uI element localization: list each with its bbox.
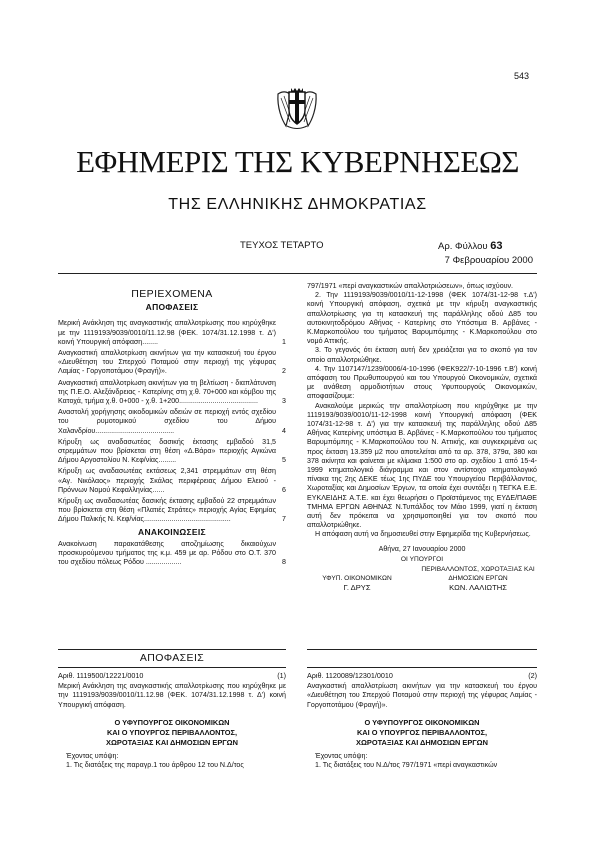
- toc-item-page: 2: [282, 367, 286, 376]
- having-regard: Έχοντας υπόψη:: [315, 751, 368, 760]
- decision-1: [58, 671, 286, 770]
- decision-ref-row: [307, 671, 537, 680]
- toc-item-text: Αναγκαστική απαλλοτρίωση ακινήτων για τη βελτίωση - διαπλάτυνση της Π.Ε.Ο. Αλεξάνδρειας - Κατερίνης στη χ.θ. 70+000 και κόμβου της Κατοχά, τμήμα χ.θ. 0+000 - χ.θ. 1+200........................................: [58, 378, 276, 406]
- ministry-line: ΧΩΡΟΤΑΞΙΑΣ ΚΑΙ ΔΗΜΟΣΙΩΝ ΕΡΓΩΝ: [106, 737, 238, 747]
- toc-item-page: 8: [282, 558, 286, 567]
- paragraph: 2. Την 1119193/9039/0010/11-12-1998 (ΦΕΚ 1074/31-12-98 τ.Δ') κοινή Υπουργική απόφαση, σχετικά με την κήρυξη αναγκαστικής απαλλοτρίωσης για τη κατασκευή της παράλληλης οδού Δ85 του αυτοκινητοδρόμου Αθήνας - Κατερίνης στο Υπόστιμα Β. Αρβάνες - Κ.Μαρκοπούλου του τμήματος Βαρυμπόμπης - Κ.Μαρκοπούλου στο νομό Αττικής.: [307, 291, 537, 346]
- decision-summary: Αναγκαστική απαλλοτρίωση ακινήτων για την κατασκευή του έργου «Διευθέτηση του Σπερχού Ποταμού στην περιοχή της γέφυρας Λαμίας - Γοργοποτάμου (Φραγή)».: [307, 682, 537, 709]
- sheet-number: [438, 240, 503, 252]
- toc-item-text: Κήρυξη ως αναδασωτέας εκτάσεως 2,341 στρεμμάτων στη θέση «Αγ. Νικόλαος» περιοχής Σκάλας περιφέρειας Δήμου Ελειού - Πρόννων Νομού Κεφαλληνίας......: [58, 467, 276, 494]
- toc-item[interactable]: [58, 540, 286, 568]
- right-signer: [419, 565, 537, 592]
- section-rule-left: [58, 649, 286, 650]
- toc-item[interactable]: [58, 467, 286, 495]
- right-signer-title: ΠΕΡΙΒΑΛΛΟΝΤΟΣ, ΧΩΡΟΤΑΞΙΑΣ ΚΑΙ ΔΗΜΟΣΙΩΝ ΕΡΓΩΝ: [421, 565, 535, 582]
- toc-item-text: Ανακοίνωση παρακατάθεσης αποζημίωσης δικαιούχων προσκυρούμενου τμήματος της κ.μ. 459 με αρ. Ρόδου στο Ο.Τ. 370 του σχεδίου πόλεως Ρόδου ..................: [58, 539, 276, 567]
- toc-item-page: 3: [282, 397, 286, 406]
- header-rule: [58, 273, 537, 274]
- decision-summary: Μερική Ανάκληση της αναγκαστικής απαλλοτρίωσης που κηρύχθηκε με την 1119193/9039/0010/11.12.98 (ΦΕΚ. 1074/31.12.1998 τ. Δ') κοινή Υπουργική απόφαση.: [58, 682, 286, 709]
- decision-number: (2): [528, 671, 537, 680]
- paragraph: Ανακαλούμε μερικώς την απαλλοτρίωση που κηρύχθηκε με την 1119193/9039/0010/11-12-1998 κοινή Υπουργική απόφαση (ΦΕΚ 1074/31-12-98 τ. Δ') για την κατασκευή της παράλληλης οδού Δ85 Αθήνας Κατερίνης υπόστιμα Β. Αρβάνες - Κ.Μαρκοπούλου του τμήματος Βαρυμπόμπης - Κ.Μαρκοπούλου του Ν. Αττικής, και συγκεκριμένα ως προς έκταση 13.359 μ2 που αποτελείται από τα αρ. 378, 379α, 380 και 378 ακίνητα και φαίνεται με κλίμακα 1:500 στο αρ. σχεδίου 1 από 15-4-1999 κτηματολογικό διάγραμμα και στον αντίστοιχο κτηματολογικό πίνακα της 2ης ΔΕΚΕ τέως 1ης ΠΥΔΕ του Υπουργείου Περιβάλλοντος, Χωροταξίας και Δημοσίων Έργων, τα οποία έχει συντάξει η ΤΕΓΚΑ Ε.Ε. ΕΥΚΛΕΙΔΗΣ Α.Τ.Ε. και έχει θεωρήσει ο Προϊστάμενος της ΕΥΔΕ/ΠΑΘΕ ΤΜΗΜΑ ΕΡΓΩΝ ΑΘΗΝΑΣ Ν.Τυπάλδος τον Μάιο 1999, γιατί η έκταση αυτή δεν πρόκειται να χρησιμοποιηθεί για τον σκοπό που απαλλοτριώθηκε.: [307, 401, 537, 530]
- decision-ref: Αριθ. 1120089/12301/0010: [307, 671, 393, 680]
- left-signer-title: ΥΦΥΠ. ΟΙΚΟΝΟΜΙΚΩΝ: [322, 574, 392, 582]
- ministry-line: ΚΑΙ Ο ΥΠΟΥΡΓΟΣ ΠΕΡΙΒΑΛΛΟΝΤΟΣ,: [356, 727, 488, 737]
- sheet-label: Αρ. Φύλλου: [438, 241, 488, 252]
- ministry-block: [58, 718, 286, 748]
- contents-column: [58, 290, 286, 569]
- left-signer: [307, 565, 407, 592]
- toc-item[interactable]: [58, 438, 286, 466]
- ministry-line: Ο ΥΦΥΠΟΥΡΓΟΣ ΟΙΚΟΝΟΜΙΚΩΝ: [364, 717, 480, 727]
- coat-of-arms-icon: [274, 86, 320, 132]
- toc-item-text: Αναστολή χορήγησης οικοδομικών αδειών σε περιοχή εντός σχεδίου του ρυμοτομικού σχεδίου του Δήμου Χαλανδρίου........................................: [58, 408, 276, 435]
- section-rule-right: [307, 649, 537, 650]
- decision-number: (1): [277, 671, 286, 680]
- contents-decisions-heading: ΑΠΟΦΑΣΕΙΣ: [145, 302, 199, 313]
- toc-item[interactable]: [58, 379, 286, 407]
- toc-item[interactable]: [58, 349, 286, 377]
- toc-item-page: 5: [282, 456, 286, 465]
- toc-item[interactable]: [58, 319, 286, 347]
- ministers-label: ΟΙ ΥΠΟΥΡΓΟΙ: [400, 555, 444, 563]
- decision-ref: Αριθ. 1119500/12221/0010: [58, 671, 144, 680]
- decision-2: [307, 671, 537, 770]
- ministry-line: ΚΑΙ Ο ΥΠΟΥΡΓΟΣ ΠΕΡΙΒΑΛΛΟΝΤΟΣ,: [106, 727, 238, 737]
- decisions-rule-right: [307, 667, 537, 668]
- right-signer-name: ΚΩΝ. ΛΑΛΙΩΤΗΣ: [449, 582, 507, 592]
- having-regard: Έχοντας υπόψη:: [66, 751, 119, 760]
- signature-block: [307, 565, 537, 592]
- toc-item-text: Κήρυξη ως αναδασωτέας δασικής έκτασης εμβαδού 31,5 στρεμμάτων που βρίσκεται στη θέση «Δ.Βάρα» περιοχής Αγκώνα Δήμου Αργοστολίου Ν. Κεφ/νίας.........: [58, 437, 276, 465]
- issue-series: ΤΕΥΧΟΣ ΤΕΤΑΡΤΟ: [240, 240, 324, 251]
- first-point: 1. Τις διατάξεις του Ν.Δ/τος 797/1971 «περί αναγκαστικών: [315, 761, 498, 770]
- sheet-value: 63: [490, 240, 503, 252]
- toc-item[interactable]: [58, 497, 286, 525]
- toc-item-text: Κήρυξη ως αναδασωτέας δασικής έκτασης εμβαδού 22 στρεμμάτων που βρίσκεται στη θέση «Πλατιές Στράτες» περιοχής Αγίας Εφημίας Δήμου Παλικής Ν. Κεφ/νίας............................................: [58, 497, 276, 524]
- decisions-heading: ΑΠΟΦΑΣΕΙΣ: [139, 652, 205, 664]
- gazette-title: ΕΦΗΜΕΡΙΣ ΤΗΣ ΚΥΒΕΡΝΗΣΕΩΣ: [76, 144, 519, 179]
- toc-item-text: Μερική Ανάκληση της αναγκαστικής απαλλοτρίωσης που κηρύχθηκε με την 1119193/9039/0010/11.12.98 (ΦΕΚ. 1074/31.12.1998 τ. Δ') κοινή Υπουργική απόφαση........: [58, 319, 276, 346]
- ministry-line: ΧΩΡΟΤΑΞΙΑΣ ΚΑΙ ΔΗΜΟΣΙΩΝ ΕΡΓΩΝ: [356, 737, 488, 747]
- continued-text-column: [307, 282, 537, 592]
- paragraph: 4. Την 1107147/1239/0006/4-10-1996 (ΦΕΚ922/7-10-1996 τ.Β') κοινή απόφαση του Πρωθυπουργού και του Υπουργού Οικονομικών, σχετικά με ανάθεση αρμοδιοτήτων στους Υφυπουργούς Οικονομικών, αποφασίζουμε:: [307, 364, 537, 401]
- paragraph: Η απόφαση αυτή να δημοσιευθεί στην Εφημερίδα της Κυβερνήσεως.: [315, 530, 531, 539]
- place-date: Αθήνα, 27 Ιανουαρίου 2000: [378, 544, 466, 553]
- toc-item[interactable]: [58, 408, 286, 436]
- toc-item-page: 7: [282, 515, 286, 524]
- toc-item-page: 1: [282, 337, 286, 346]
- ministry-block: [307, 718, 537, 748]
- ministry-line: Ο ΥΦΥΠΟΥΡΓΟΣ ΟΙΚΟΝΟΜΙΚΩΝ: [114, 717, 230, 727]
- left-signer-name: Γ. ΔΡΥΣ: [343, 582, 371, 592]
- contents-heading: ΠΕΡΙΕΧΟΜΕΝΑ: [131, 288, 213, 300]
- contents-announcements-heading: ΑΝΑΚΟΙΝΩΣΕΙΣ: [138, 526, 206, 537]
- decision-ref-row: [58, 671, 286, 680]
- issue-date: 7 Φεβρουαρίου 2000: [444, 255, 533, 266]
- gazette-subtitle: ΤΗΣ ΕΛΛΗΝΙΚΗΣ ΔΗΜΟΚΡΑΤΙΑΣ: [168, 196, 427, 213]
- toc-item-page: 4: [282, 426, 286, 435]
- page-number: 543: [514, 71, 530, 81]
- paragraph: 3. Το γεγονός ότι έκταση αυτή δεν χρειάζεται για το σκοπό για τον οποίο απαλλοτριώθηκε.: [307, 346, 537, 364]
- first-point: 1. Τις διατάξεις της παραγρ.1 του άρθρου 12 του Ν.Δ/τος: [66, 761, 244, 770]
- toc-item-page: 6: [282, 485, 286, 494]
- paragraph: 797/1971 «περί αναγκαστικών απαλλοτριώσεων», όπως ισχύουν.: [307, 282, 514, 290]
- decisions-rule-left: [58, 667, 286, 668]
- toc-item-text: Αναγκαστική απαλλοτρίωση ακινήτων για την κατασκευή του έργου «Διευθέτηση του Σπερχού Ποταμού στην περιοχή της γέφυρας Λαμίας - Γοργοποτάμου (Φραγή)».: [58, 349, 276, 376]
